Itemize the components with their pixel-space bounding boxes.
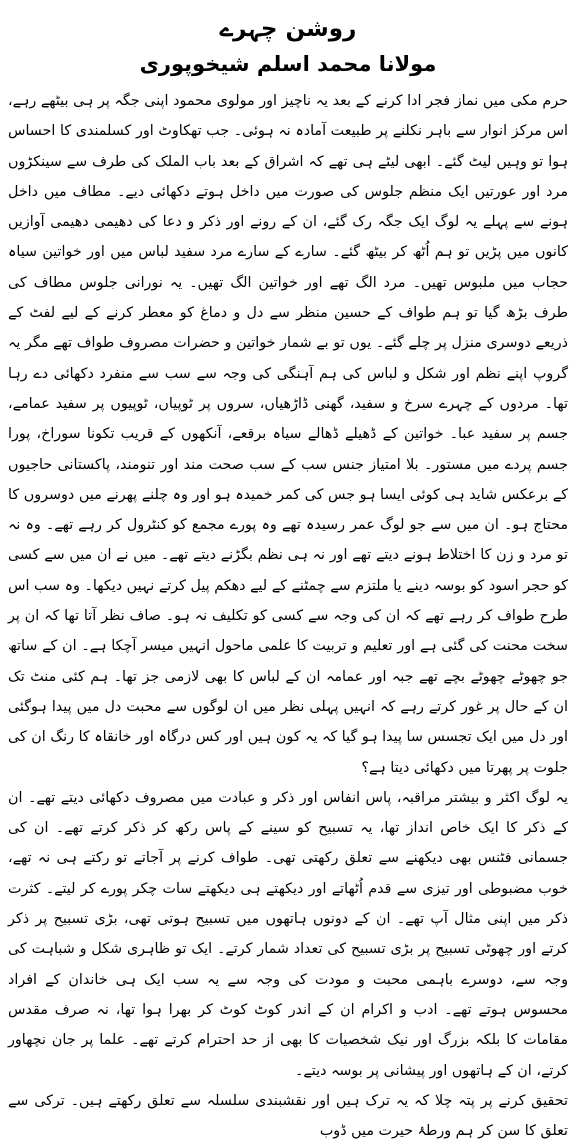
article-title: روشن چہرے — [219, 16, 357, 42]
article-paragraph: تحقیق کرنے پر پتہ چلا کہ یہ ترک ہیں اور نقشبندی سلسلہ سے تعلق رکھتے ہیں۔ ترکی سے تعلق کا سن کر ہم ورطۂ حیرت میں ڈوب — [8, 1092, 568, 1140]
article-paragraph: یہ لوگ اکثر و بیشتر مراقبہ، پاس انفاس اور ذکر و عبادت میں مصروف دکھائی دیتے تھے۔ ان کے ذکر کا ایک خاص انداز تھا، یہ تسبیح کو سینے کے پاس رکھ کر ذکر کرتے تھے۔ ان کی جسمانی فٹنس بھی دیکھنے سے تعلق رکھتی تھی۔ طواف کرنے پر آجاتے تو رکتے ہی نہ تھے، خوب مضبوطی اور تیزی سے قدم اُٹھاتے اور دیکھتے ہی دیکھتے سات چکر پورے کر لیتے۔ کثرت ذکر میں اپنی مثال آپ تھے۔ ان کے دونوں ہاتھوں میں تسبیح ہوتی تھی، بڑی تسبیح پر ذکر کرتے اور چھوٹی تسبیح پر بڑی تسبیح کی تعداد شمار کرتے۔ ایک تو ظاہری شکل و شباہت کی وجہ سے، دوسرے باہمی محبت و مودت کی وجہ سے یہ سب ایک ہی خاندان کے افراد محسوس ہوتے تھے۔ ادب و اکرام ان کے اندر کوٹ کوٹ کر بھرا ہوا تھا، نہ صرف مقدس مقامات کا بلکہ بزرگ اور نیک شخصیات کا بھی از حد احترام کرتے تھے۔ علما پر جان نچھاور کرتے، ان کے ہاتھوں اور پیشانی پر بوسہ دیتے۔ — [8, 789, 568, 1079]
article-paragraph: حرم مکی میں نماز فجر ادا کرنے کے بعد یہ ناچیز اور مولوی محمود اپنی جگہ پر ہی بیٹھے رہے، اس مرکز انوار سے باہر نکلنے پر طبیعت آمادہ نہ ہوئی۔ جب تھکاوٹ اور کسلمندی کا احساس ہوا تو وہیں لیٹ گئے۔ ابھی لیٹے ہی تھے کہ اشراق کے بعد باب الملک کی طرف سے سینکڑوں مرد اور عورتیں ایک منظم جلوس کی صورت میں داخل ہوتے دکھائی دیے۔ مطاف میں داخل ہونے سے پہلے یہ لوگ ایک جگہ رک گئے، ان کے رونے اور ذکر و دعا کی دھیمی دھیمی آوازیں کانوں میں پڑیں تو ہم اُٹھ کر بیٹھ گئے۔ سارے کے سارے مرد سفید لباس میں اور خواتین سیاہ حجاب میں ملبوس تھیں۔ مرد الگ تھے اور خواتین الگ تھیں۔ یہ نورانی جلوس مطاف کی طرف بڑھ گیا تو ہم طواف کے حسین منظر سے دل و دماغ کو معطر کرنے کے لیے لفٹ کے ذریعے دوسری منزل پر چلے گئے۔ یوں تو بے شمار خواتین و حضرات مصروف طواف تھے مگر یہ گروپ اپنے نظم اور شکل و لباس کی ہم آہنگی کی وجہ سے سب سے منفرد دکھائی دے رہا تھا۔ مردوں کے چہرے سرخ و سفید، گھنی ڈاڑھیاں، سروں پر ٹوپیاں، ٹوپیوں پر سفید عمامے، جسم پر سفید عبا۔ خواتین کے ڈھیلے ڈھالے سیاہ برقعے، آنکھوں کے قریب تکونا سوراخ، پورا جسم پردے میں مستور۔ بلا امتیاز جنس سب کے سب صحت مند اور تنومند، پاکستانی حاجیوں کے برعکس شاید ہی کوئی ایسا ہو جس کی کمر خمیدہ ہو اور وہ چلنے پھرنے میں دوسروں کا محتاج ہو۔ ان میں سے جو لوگ عمر رسیدہ تھے وہ پورے مجمع کو کنٹرول کر رہے تھے۔ وہ نہ تو مرد و زن کا اختلاط ہونے دیتے تھے اور نہ ہی نظم بگڑنے دیتے تھے۔ میں نے ان میں سے کسی کو حجر اسود کو بوسہ دینے یا ملتزم سے چمٹنے کے لیے دھکم پیل کرتے نہیں دیکھا۔ وہ سب اس طرح طواف کر رہے تھے کہ ان کی وجہ سے کسی کو تکلیف نہ ہو۔ صاف نظر آتا تھا کہ ان پر سخت محنت کی گئی ہے اور تعلیم و تربیت کا علمی ماحول انہیں میسر آچکا ہے۔ ان کے ساتھ جو چھوٹے چھوٹے بچے تھے جبہ اور عمامہ ان کے لباس کا بھی لازمی جز تھا۔ ہم کئی منٹ تک ان کے حال پر غور کرتے رہے کہ انہیں پہلی نظر میں ان لوگوں سے محبت دل میں پیدا ہوگئی اور دل میں ایک تجسس سا پیدا ہو گیا کہ یہ کون ہیں اور کس درگاہ اور خانقاہ کا رنگ ان کی جلوت پر پھرتا میں دکھائی دیتا ہے؟ — [8, 93, 568, 776]
article-author: مولانا محمد اسلم شیخوپوری — [139, 52, 437, 76]
